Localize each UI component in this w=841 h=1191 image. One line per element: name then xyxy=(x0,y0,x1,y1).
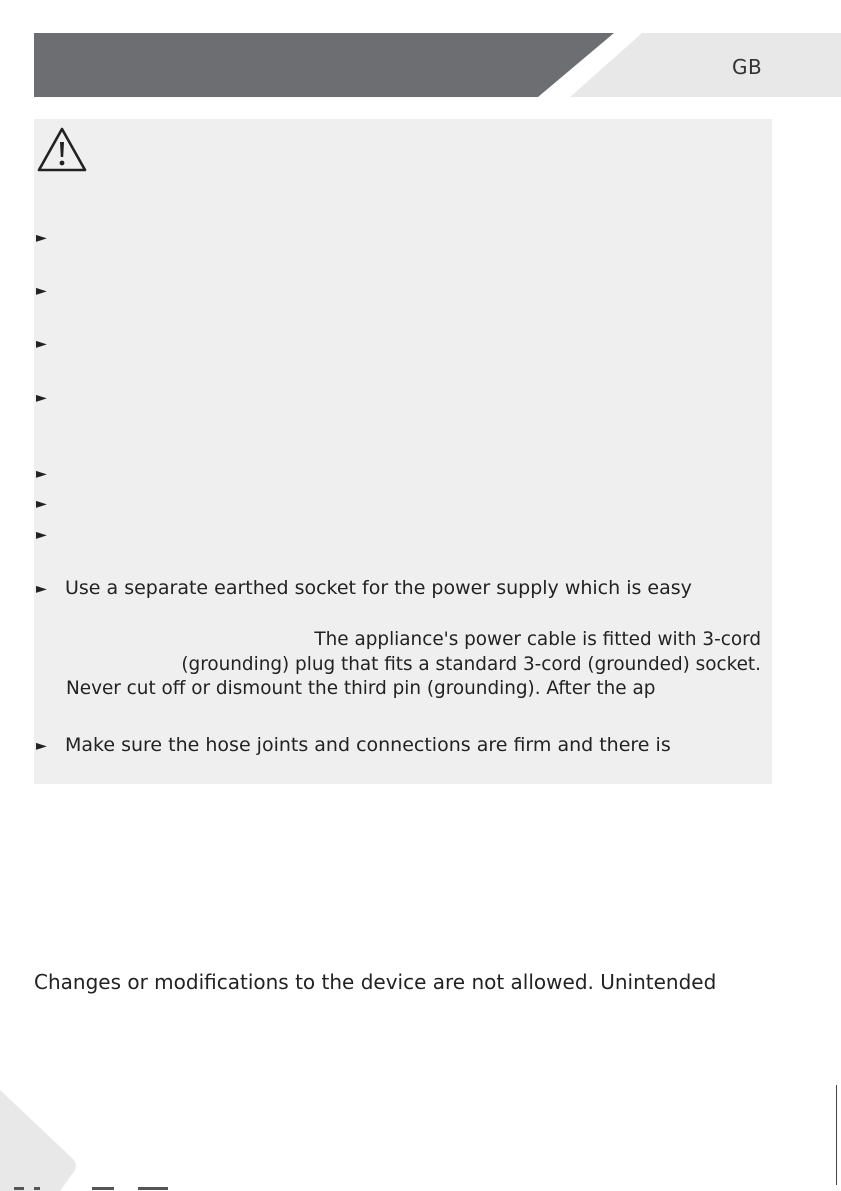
bullet-arrow-icon: ► xyxy=(36,466,47,482)
bullet-arrow-icon: ► xyxy=(36,336,47,352)
scan-artifact xyxy=(0,1186,841,1191)
bullet-arrow-icon: ► xyxy=(36,527,47,543)
bullet-arrow-icon: ► xyxy=(36,581,47,597)
language-code: GB xyxy=(732,55,763,79)
bullet-arrow-icon: ► xyxy=(36,283,47,299)
modifications-notice: Changes or modifications to the device are not allowed. Unintended xyxy=(34,970,717,994)
power-cable-line-1: The appliance's power cable is fitted with 3-cord xyxy=(314,629,761,650)
bullet-arrow-icon: ► xyxy=(36,230,47,246)
bullet-arrow-icon: ► xyxy=(36,496,47,512)
header-band xyxy=(34,33,614,97)
power-cable-line-2: (grounding) plug that fits a standard 3-cord (grounded) socket. xyxy=(181,654,761,675)
power-cable-line-3: Never cut off or dismount the third pin (grounding). After the ap xyxy=(66,678,656,699)
page-edge-line xyxy=(836,1085,837,1185)
bullet-arrow-icon: ► xyxy=(36,390,47,406)
warning-triangle-icon xyxy=(36,126,88,174)
bullet-arrow-icon: ► xyxy=(36,738,47,754)
warning-item-earthed-socket: Use a separate earthed socket for the power supply which is easy xyxy=(65,577,692,599)
language-tab xyxy=(570,33,841,97)
page-corner-decoration xyxy=(0,1090,80,1191)
warning-item-hose-joints: Make sure the hose joints and connections are firm and there is xyxy=(65,734,671,756)
